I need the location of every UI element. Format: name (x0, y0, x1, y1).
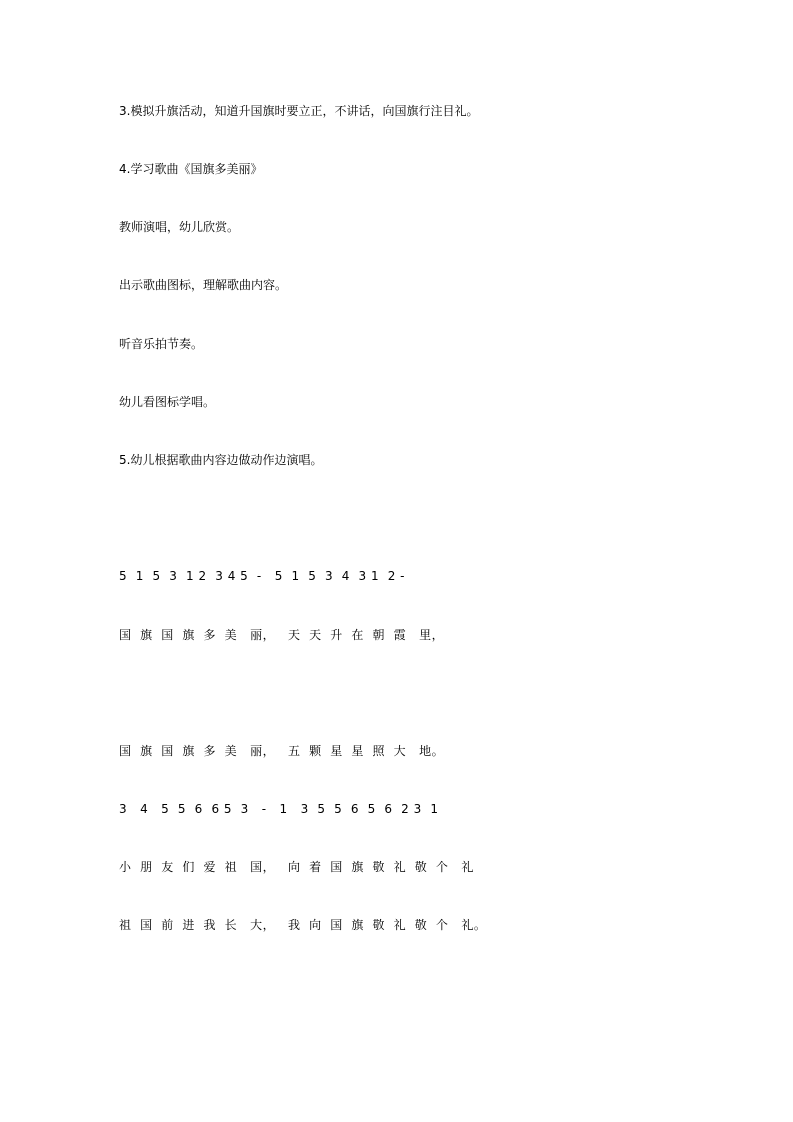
paragraph-step-3: 3.模拟升旗活动，知道升国旗时要立正，不讲话，向国旗行注目礼。 (119, 104, 479, 118)
song-notation-line-1: 5 1 5 3 1 2 3 4 5 - 5 1 5 3 4 3 1 2 - (119, 569, 406, 583)
song-lyric-line-3: 小 朋 友 们 爱 祖 国， 向 着 国 旗 敬 礼 敬 个 礼 (119, 860, 474, 874)
paragraph-step-4: 4.学习歌曲《国旗多美丽》 (119, 162, 263, 176)
song-lyric-line-4: 祖 国 前 进 我 长 大， 我 向 国 旗 敬 礼 敬 个 礼。 (119, 918, 487, 932)
song-lyric-line-1: 国 旗 国 旗 多 美 丽， 天 天 升 在 朝 霞 里， (119, 628, 445, 642)
paragraph-rhythm: 听音乐拍节奏。 (119, 337, 204, 351)
paragraph-teacher-sings: 教师演唱，幼儿欣赏。 (119, 220, 240, 234)
song-lyric-line-2: 国 旗 国 旗 多 美 丽， 五 颗 星 星 照 大 地。 (119, 744, 445, 758)
song-notation-line-2: 3 4 5 5 6 6 5 3 - 1 3 5 5 6 5 6 2 3 1 (119, 802, 439, 816)
paragraph-step-5: 5.幼儿根据歌曲内容边做动作边演唱。 (119, 453, 323, 467)
paragraph-learn-sing: 幼儿看图标学唱。 (119, 395, 216, 409)
paragraph-show-icons: 出示歌曲图标，理解歌曲内容。 (119, 278, 288, 292)
